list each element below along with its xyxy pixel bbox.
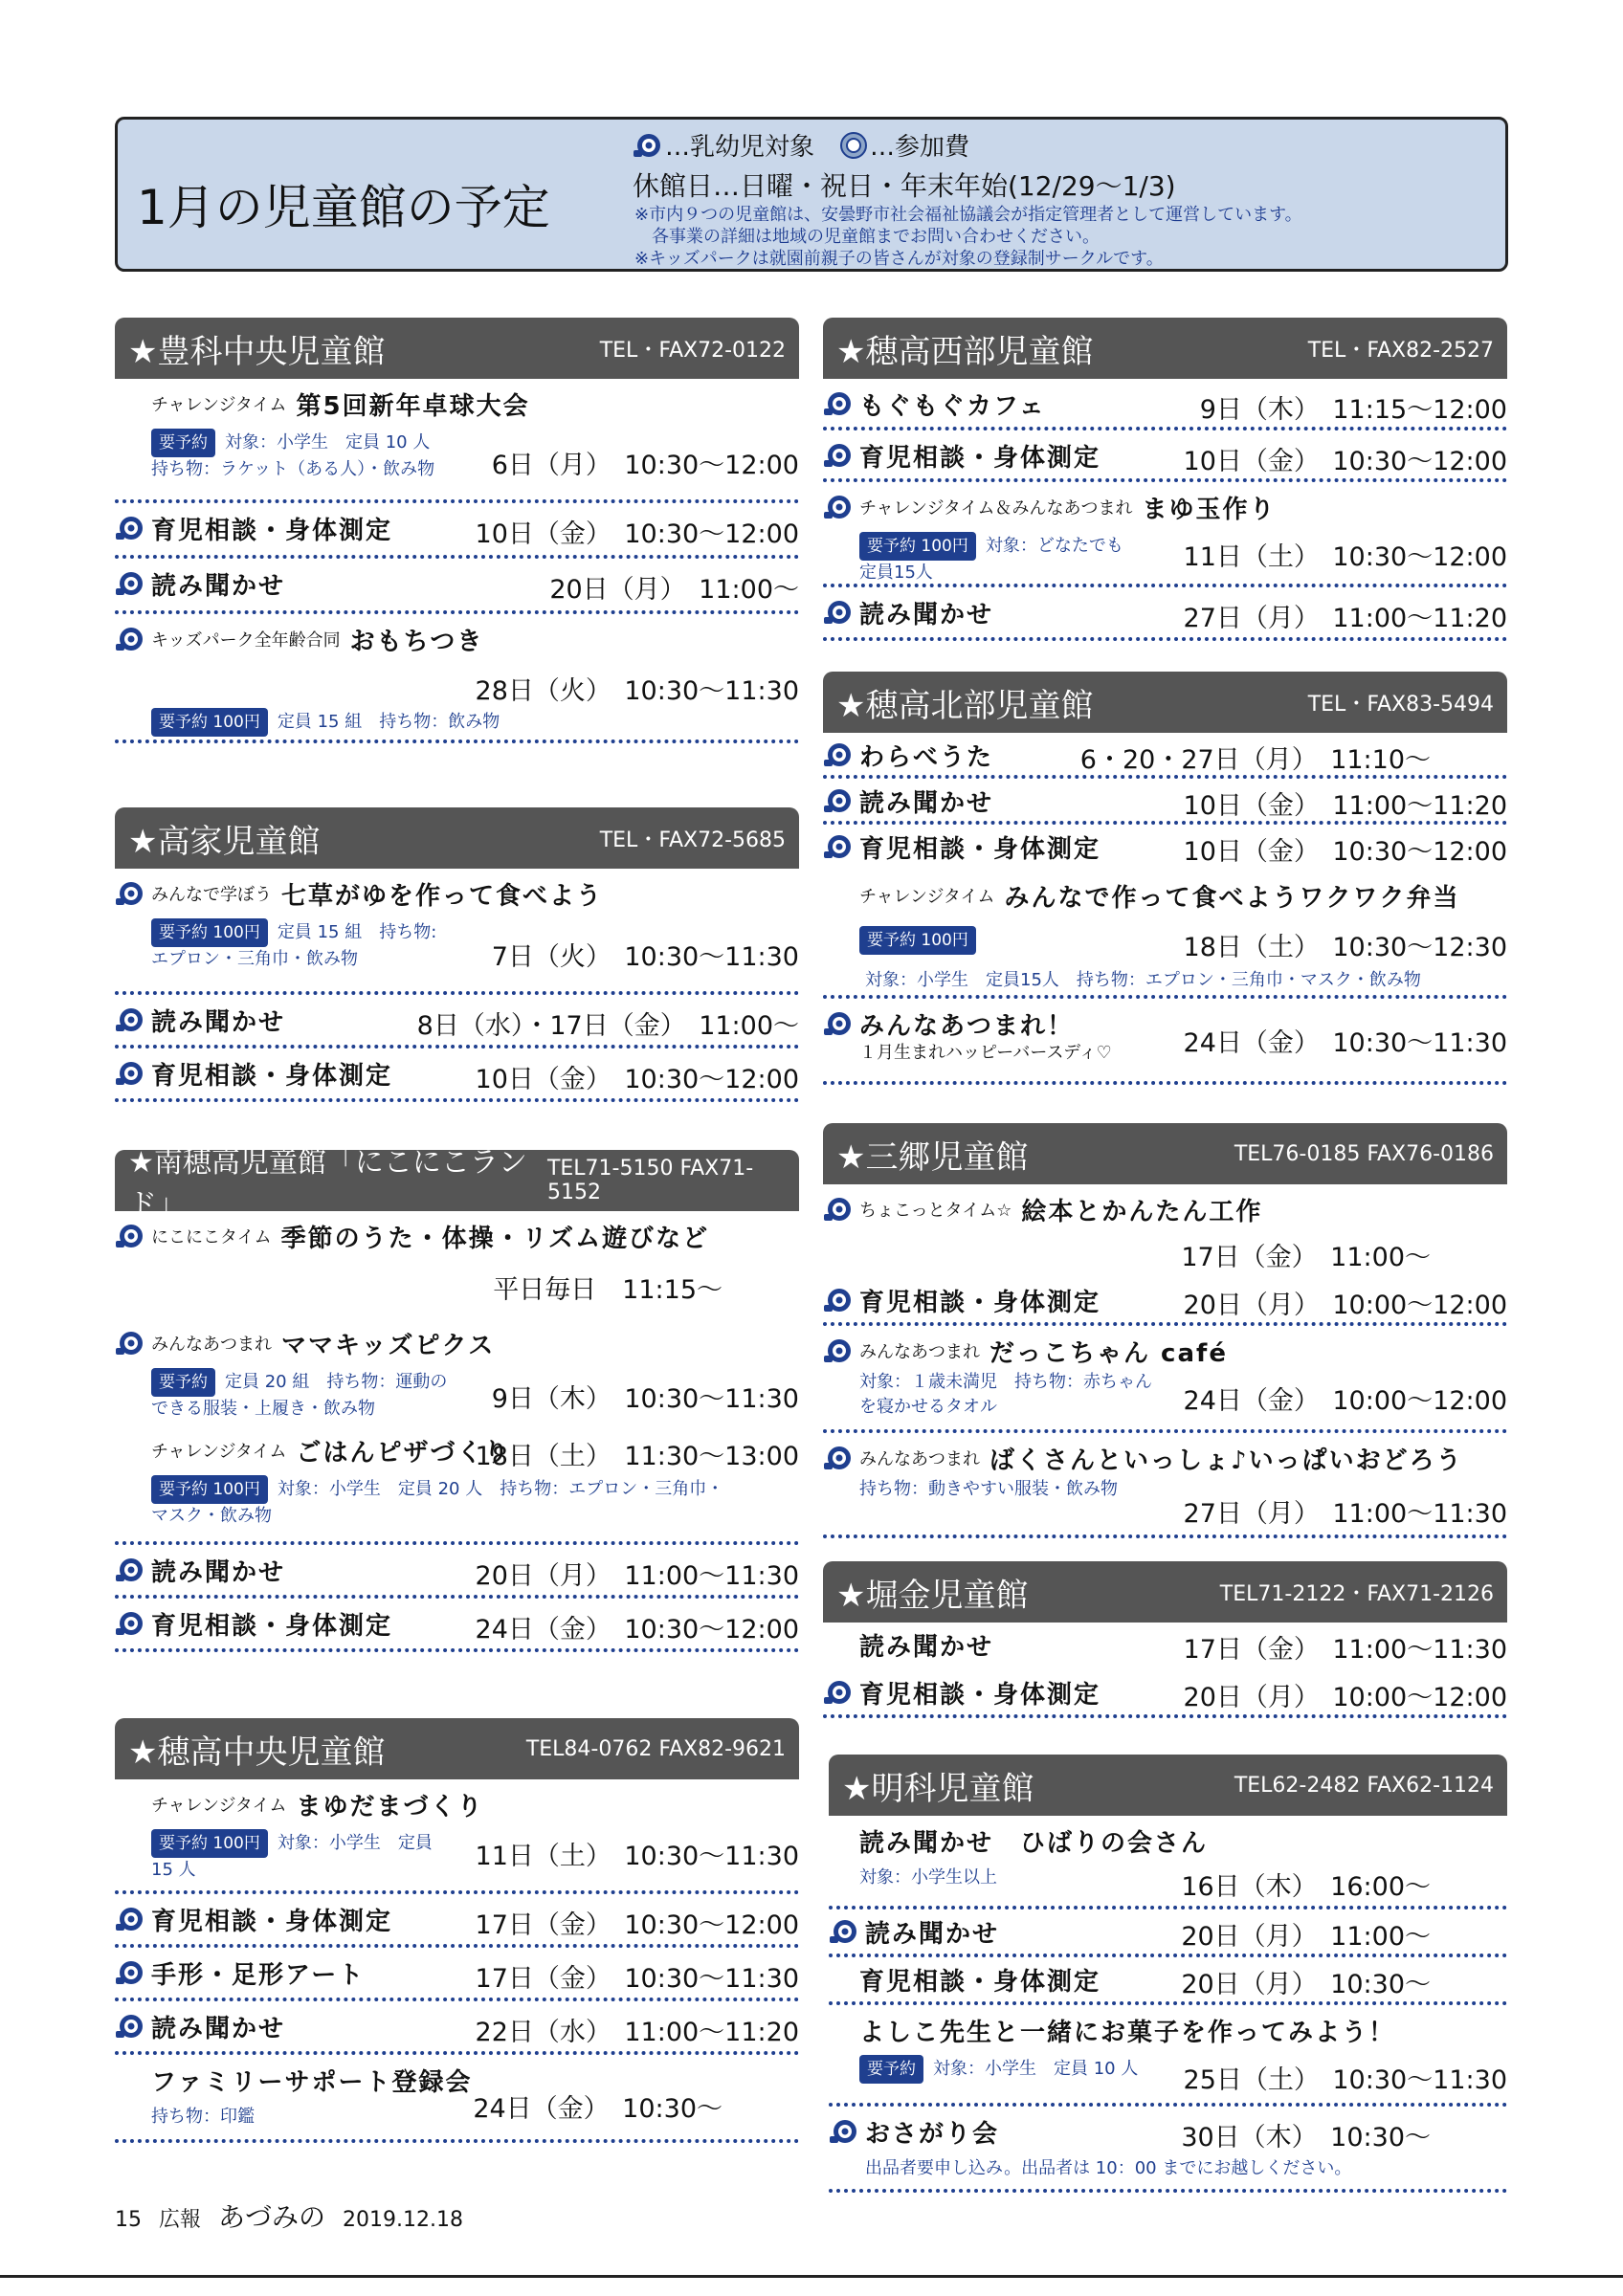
reservation-badge: 要予約 bbox=[859, 2055, 923, 2084]
event-row bbox=[115, 1948, 799, 2001]
header-notes bbox=[634, 204, 1302, 270]
section-bar bbox=[829, 1755, 1507, 1816]
event-category: チャレンジタイム bbox=[151, 1442, 287, 1462]
page-bottom-rule bbox=[0, 2275, 1623, 2278]
section-minamihotaka bbox=[115, 1146, 799, 1652]
issue-date: 2019.12.18 bbox=[343, 2208, 463, 2232]
event-date: 24日（金） 10:30～11:30 bbox=[1183, 1028, 1507, 1058]
center-name: ★穂高北部児童館 bbox=[836, 686, 1094, 725]
event-detail: マスク・飲み物 bbox=[151, 1506, 272, 1526]
event-row bbox=[115, 614, 799, 743]
event-detail: エプロン・三角巾・飲み物 bbox=[151, 949, 358, 969]
event-category: みんなあつまれ bbox=[859, 1449, 980, 1469]
baby-icon bbox=[829, 2117, 861, 2146]
section-takaie bbox=[115, 807, 799, 1102]
section-bar bbox=[823, 318, 1507, 379]
event-title: 絵本とかんたん工作 bbox=[1021, 1197, 1263, 1226]
event-date: 10日（金） 10:30～12:00 bbox=[1183, 837, 1507, 867]
center-tel: TEL62-2482 FAX62-1124 bbox=[1234, 1773, 1494, 1798]
baby-icon bbox=[823, 786, 856, 815]
center-tel: TEL・FAX72-0122 bbox=[599, 338, 786, 363]
section-toyoshina bbox=[115, 318, 799, 743]
baby-icon bbox=[115, 1005, 147, 1034]
center-name: ★穂高西部児童館 bbox=[836, 332, 1094, 371]
event-category: チャレンジタイム bbox=[859, 887, 995, 907]
event-title: ごはんピザづくり bbox=[296, 1438, 511, 1468]
event-row bbox=[823, 1623, 1507, 1670]
schedule-header bbox=[115, 117, 1508, 272]
baby-icon bbox=[823, 1678, 856, 1707]
event-title: わらべうた bbox=[859, 742, 994, 772]
baby-icon bbox=[823, 1009, 856, 1038]
event-row bbox=[115, 1545, 799, 1599]
event-date: 6・20・27日（月） 11:10～ bbox=[1079, 745, 1431, 775]
baby-icon bbox=[829, 1917, 861, 1946]
center-name: ★南穂高児童館「にこにこランド」 bbox=[128, 1146, 527, 1222]
event-detail: 対象：小学生 定員 20 人 持ち物：エプロン・三角巾・ bbox=[277, 1479, 724, 1499]
event-date: 17日（金） 11:00～11:30 bbox=[1183, 1635, 1507, 1665]
event-date: 8日（水）・17日（金） 11:00～ bbox=[416, 1011, 799, 1041]
event-row bbox=[115, 1599, 799, 1652]
event-detail: を寝かせるタオル bbox=[859, 1397, 997, 1417]
note-line: ※キッズパークは就園前親子の皆さんが対象の登録制サークルです。 bbox=[634, 249, 1164, 269]
baby-icon bbox=[115, 1905, 147, 1933]
event-row bbox=[823, 1670, 1507, 1718]
section-horigane bbox=[823, 1561, 1507, 1718]
event-date: 20日（月） 11:00～11:30 bbox=[475, 1561, 799, 1591]
center-tel: TEL・FAX83-5494 bbox=[1307, 692, 1494, 717]
fee-coin-icon bbox=[837, 131, 870, 160]
section-akashina bbox=[829, 1755, 1507, 2193]
baby-icon bbox=[633, 131, 665, 160]
event-row bbox=[823, 999, 1507, 1085]
event-row bbox=[115, 869, 799, 995]
event-date: 平日毎日 11:15～ bbox=[493, 1275, 723, 1305]
event-detail: 持ち物：印鑑 bbox=[151, 2107, 255, 2127]
event-title: 育児相談・身体測定 bbox=[859, 443, 1101, 473]
event-category: チャレンジタイム＆みんなあつまれ bbox=[859, 498, 1133, 519]
event-title: 育児相談・身体測定 bbox=[151, 1907, 393, 1936]
event-detail: １月生まれハッピーバースディ♡ bbox=[859, 1043, 1112, 1063]
event-detail: 出品者要申し込み。出品者は 10：00 までにお越しください。 bbox=[865, 2158, 1352, 2178]
baby-icon bbox=[823, 832, 856, 861]
event-detail: 対象：小学生 定員 bbox=[277, 1833, 433, 1853]
event-row bbox=[115, 503, 799, 559]
baby-icon bbox=[823, 1336, 856, 1365]
section-bar bbox=[823, 1123, 1507, 1184]
event-title: もぐもぐカフェ bbox=[859, 391, 1046, 421]
event-title: よしこ先生と一緒にお菓子を作ってみよう！ bbox=[859, 2018, 1396, 2047]
event-title: ばくさんといっしょ♪いっぱいおどろう bbox=[989, 1446, 1463, 1475]
baby-icon bbox=[823, 389, 856, 418]
event-row bbox=[115, 2001, 799, 2055]
baby-icon bbox=[823, 598, 856, 627]
event-title: 読み聞かせ bbox=[859, 1632, 994, 1662]
footer bbox=[115, 2197, 463, 2235]
event-detail: 対象：小学生 定員15人 持ち物：エプロン・三角巾・マスク・飲み物 bbox=[865, 970, 1421, 990]
event-row bbox=[829, 1816, 1507, 1910]
baby-icon bbox=[115, 625, 147, 653]
section-hotakahokubu bbox=[823, 672, 1507, 1085]
event-date: 10日（金） 10:30～12:00 bbox=[475, 519, 799, 549]
event-detail: 持ち物：ラケット（ある人）・飲み物 bbox=[151, 459, 435, 479]
event-date: 17日（金） 10:30～12:00 bbox=[475, 1910, 799, 1940]
event-date: 22日（水） 11:00～11:20 bbox=[475, 2018, 799, 2047]
event-date: 24日（金） 10:00～12:00 bbox=[1183, 1386, 1507, 1416]
event-category: みんなで学ぼう bbox=[151, 885, 272, 905]
event-date: 20日（月） 11:00～ bbox=[549, 575, 799, 605]
section-hotakaseibu bbox=[823, 318, 1507, 641]
event-row bbox=[823, 430, 1507, 482]
holiday-text: 休館日…日曜・祝日・年末年始(12/29～1/3) bbox=[633, 170, 1176, 202]
reservation-badge: 要予約 100円 bbox=[151, 1475, 268, 1504]
section-misato bbox=[823, 1123, 1507, 1538]
event-detail: 定員 20 組 持ち物：運動の bbox=[225, 1372, 448, 1392]
event-detail: 15 人 bbox=[151, 1860, 196, 1880]
event-date: 20日（月） 10:30～ bbox=[1181, 1970, 1431, 1999]
event-date: 24日（金） 10:30～12:00 bbox=[475, 1615, 799, 1645]
event-title: まゆ玉作り bbox=[1142, 495, 1277, 524]
event-title: まゆだまづくり bbox=[296, 1792, 484, 1821]
baby-icon bbox=[115, 1958, 147, 1987]
section-bar bbox=[823, 1561, 1507, 1623]
section-bar bbox=[115, 318, 799, 379]
event-title: みんなで作って食べようワクワク弁当 bbox=[1004, 883, 1460, 913]
section-bar bbox=[115, 807, 799, 869]
event-title: 育児相談・身体測定 bbox=[151, 1061, 393, 1091]
event-date: 9日（木） 10:30～11:30 bbox=[491, 1384, 799, 1414]
baby-icon bbox=[823, 493, 856, 521]
magazine-name: あづみの bbox=[218, 2201, 326, 2233]
section-bar bbox=[823, 672, 1507, 733]
section-hotakachuo bbox=[115, 1718, 799, 2143]
center-tel: TEL・FAX72-5685 bbox=[599, 828, 786, 852]
event-row bbox=[823, 779, 1507, 825]
event-row bbox=[829, 1957, 1507, 2005]
event-title: おもちつき bbox=[349, 627, 484, 656]
event-row bbox=[115, 1425, 799, 1545]
baby-icon bbox=[823, 1444, 856, 1472]
event-row bbox=[115, 559, 799, 614]
baby-icon bbox=[115, 1556, 147, 1584]
event-row bbox=[829, 1910, 1507, 1957]
event-row bbox=[823, 379, 1507, 430]
reservation-badge: 要予約 100円 bbox=[859, 926, 976, 955]
event-date: 20日（月） 11:00～ bbox=[1181, 1922, 1431, 1952]
section-bar bbox=[115, 1146, 799, 1222]
baby-icon bbox=[115, 1329, 147, 1358]
event-category: にこにこタイム bbox=[151, 1227, 272, 1247]
event-detail: 定員 15 組 持ち物: bbox=[277, 922, 437, 942]
event-date: 16日（木） 16:00～ bbox=[1181, 1872, 1431, 1902]
event-date: 20日（月） 10:00～12:00 bbox=[1183, 1683, 1507, 1712]
event-title: 読み聞かせ ひばりの会さん bbox=[859, 1828, 1209, 1858]
center-name: ★堀金児童館 bbox=[836, 1576, 1029, 1615]
event-title: 育児相談・身体測定 bbox=[151, 1611, 393, 1641]
event-row bbox=[823, 871, 1507, 999]
event-row bbox=[115, 1211, 799, 1318]
event-date: 9日（木） 11:15～12:00 bbox=[1199, 395, 1507, 425]
event-detail: 対象：どなたでも bbox=[985, 536, 1123, 556]
event-category: チャレンジタイム bbox=[151, 1796, 287, 1816]
event-category: キッズパーク全年齢合同 bbox=[151, 630, 341, 651]
baby-icon bbox=[823, 441, 856, 470]
reservation-badge: 要予約 100円 bbox=[859, 532, 976, 561]
reservation-badge: 要予約 100円 bbox=[151, 1829, 268, 1858]
baby-icon bbox=[115, 1222, 147, 1250]
event-row bbox=[823, 733, 1507, 779]
baby-icon bbox=[115, 569, 147, 598]
event-title: 育児相談・身体測定 bbox=[859, 834, 1101, 864]
event-row bbox=[823, 1433, 1507, 1538]
event-date: 27日（月） 11:00～11:30 bbox=[1183, 1499, 1507, 1529]
event-title: 季節のうた・体操・リズム遊びなど bbox=[280, 1224, 710, 1253]
event-date: 10日（金） 10:30～12:00 bbox=[475, 1065, 799, 1094]
event-date: 10日（金） 10:30～12:00 bbox=[1183, 447, 1507, 476]
event-title: ファミリーサポート登録会 bbox=[151, 2067, 473, 2097]
event-row bbox=[823, 1326, 1507, 1433]
event-date: 18日（土） 10:30～12:30 bbox=[1183, 933, 1507, 962]
page-title: 1月の児童館の予定 bbox=[137, 180, 550, 235]
event-category: ちょこっとタイム☆ bbox=[859, 1201, 1012, 1221]
event-date: 30日（木） 10:30～ bbox=[1181, 2123, 1431, 2152]
event-detail: 定員 15 組 持ち物：飲み物 bbox=[277, 712, 500, 732]
center-name: ★豊科中央児童館 bbox=[128, 332, 386, 371]
event-title: 読み聞かせ bbox=[859, 788, 994, 818]
event-date: 20日（月） 10:00～12:00 bbox=[1183, 1291, 1507, 1320]
center-name: ★穂高中央児童館 bbox=[128, 1733, 386, 1772]
event-category: みんなあつまれ bbox=[859, 1342, 980, 1362]
event-row bbox=[823, 1278, 1507, 1326]
event-date: 24日（金） 10:30～ bbox=[473, 2094, 723, 2124]
event-date: 17日（金） 11:00～ bbox=[1181, 1243, 1431, 1272]
event-title: 読み聞かせ bbox=[865, 1919, 1000, 1949]
event-row bbox=[115, 379, 799, 503]
event-title: 育児相談・身体測定 bbox=[859, 1967, 1101, 1997]
event-row bbox=[829, 2005, 1507, 2107]
event-detail: 対象：小学生 定員 10 人 bbox=[933, 2059, 1139, 2079]
event-category: チャレンジタイム bbox=[151, 395, 287, 415]
center-tel: TEL76-0185 FAX76-0186 bbox=[1234, 1141, 1494, 1166]
event-detail: 対象：１歳未満児 持ち物：赤ちゃん bbox=[859, 1372, 1152, 1392]
event-title: みんなあつまれ！ bbox=[859, 1011, 1075, 1041]
event-row bbox=[115, 995, 799, 1049]
event-title: 読み聞かせ bbox=[859, 600, 994, 629]
event-title: ママキッズピクス bbox=[281, 1331, 496, 1360]
legend-baby-label: …乳幼児対象 bbox=[665, 133, 815, 162]
note-line: 各事業の詳細は地域の児童館までお問い合わせください。 bbox=[634, 227, 1100, 247]
event-date: 11日（土） 10:30～12:00 bbox=[1183, 542, 1507, 572]
event-date: 27日（月） 11:00～11:20 bbox=[1183, 604, 1507, 633]
event-title: 第5回新年卓球大会 bbox=[296, 391, 530, 421]
reservation-badge: 要予約 100円 bbox=[151, 918, 268, 947]
baby-icon bbox=[823, 1286, 856, 1314]
event-row bbox=[823, 825, 1507, 871]
event-date: 17日（金） 10:30～11:30 bbox=[475, 1964, 799, 1994]
event-date: 11日（土） 10:30～11:30 bbox=[475, 1842, 799, 1871]
event-date: 25日（土） 10:30～11:30 bbox=[1183, 2065, 1507, 2095]
event-row bbox=[823, 482, 1507, 587]
event-title: だっこちゃん café bbox=[989, 1338, 1228, 1368]
event-detail: できる服装・上履き・飲み物 bbox=[151, 1399, 375, 1419]
event-row bbox=[115, 1894, 799, 1948]
event-category: みんなあつまれ bbox=[151, 1335, 272, 1355]
reservation-badge: 要予約 100円 bbox=[151, 708, 268, 737]
center-tel: TEL71-5150 FAX71-5152 bbox=[546, 1157, 754, 1204]
event-detail: 持ち物：動きやすい服装・飲み物 bbox=[859, 1479, 1118, 1499]
event-row bbox=[823, 1184, 1507, 1278]
center-tel: TEL・FAX82-2527 bbox=[1307, 338, 1494, 363]
event-row bbox=[115, 1049, 799, 1102]
center-name: ★明科児童館 bbox=[842, 1769, 1034, 1808]
event-detail: 定員15人 bbox=[859, 563, 933, 583]
event-detail: 対象：小学生 定員 10 人 bbox=[225, 432, 431, 453]
magazine-label: 広報 bbox=[159, 2208, 202, 2232]
event-row bbox=[829, 2107, 1507, 2193]
legend-fee-label: …参加費 bbox=[870, 133, 970, 162]
reservation-badge: 要予約 bbox=[151, 1368, 215, 1397]
event-row bbox=[115, 1779, 799, 1894]
baby-icon bbox=[115, 514, 147, 542]
baby-icon bbox=[115, 2012, 147, 2041]
event-title: 育児相談・身体測定 bbox=[151, 516, 393, 545]
page-number: 15 bbox=[115, 2208, 142, 2232]
event-title: 手形・足形アート bbox=[151, 1960, 366, 1990]
event-date: 6日（月） 10:30～12:00 bbox=[491, 451, 799, 480]
event-row bbox=[115, 1318, 799, 1425]
center-name: ★三郷児童館 bbox=[836, 1137, 1029, 1177]
event-row bbox=[115, 2055, 799, 2143]
event-title: 七草がゆを作って食べよう bbox=[281, 881, 604, 911]
reservation-badge: 要予約 bbox=[151, 429, 215, 457]
event-date: 28日（火） 10:30～11:30 bbox=[475, 676, 799, 706]
event-title: 育児相談・身体測定 bbox=[859, 1288, 1101, 1317]
event-date: 18日（土） 11:30～13:00 bbox=[475, 1442, 799, 1471]
baby-icon bbox=[823, 1195, 856, 1224]
center-tel: TEL71-2122・FAX71-2126 bbox=[1219, 1581, 1494, 1606]
baby-icon bbox=[115, 1059, 147, 1088]
section-bar bbox=[115, 1718, 799, 1779]
event-row bbox=[823, 587, 1507, 641]
event-date: 7日（火） 10:30～11:30 bbox=[491, 942, 799, 972]
legend bbox=[633, 127, 992, 163]
event-title: 読み聞かせ bbox=[151, 1557, 286, 1587]
event-title: 読み聞かせ bbox=[151, 571, 286, 601]
baby-icon bbox=[115, 879, 147, 908]
baby-icon bbox=[115, 1609, 147, 1638]
center-name: ★高家児童館 bbox=[128, 822, 321, 861]
note-line: ※市内９つの児童館は、安曇野市社会福祉協議会が指定管理者として運営しています。 bbox=[634, 205, 1302, 225]
event-date: 10日（金） 11:00～11:20 bbox=[1183, 791, 1507, 821]
center-tel: TEL84-0762 FAX82-9621 bbox=[525, 1736, 786, 1761]
baby-icon bbox=[823, 740, 856, 769]
event-title: おさがり会 bbox=[865, 2119, 1000, 2149]
event-title: 読み聞かせ bbox=[151, 1007, 286, 1037]
event-title: 読み聞かせ bbox=[151, 2014, 286, 2043]
event-title: 育児相談・身体測定 bbox=[859, 1680, 1101, 1710]
event-detail: 対象：小学生以上 bbox=[859, 1867, 997, 1888]
